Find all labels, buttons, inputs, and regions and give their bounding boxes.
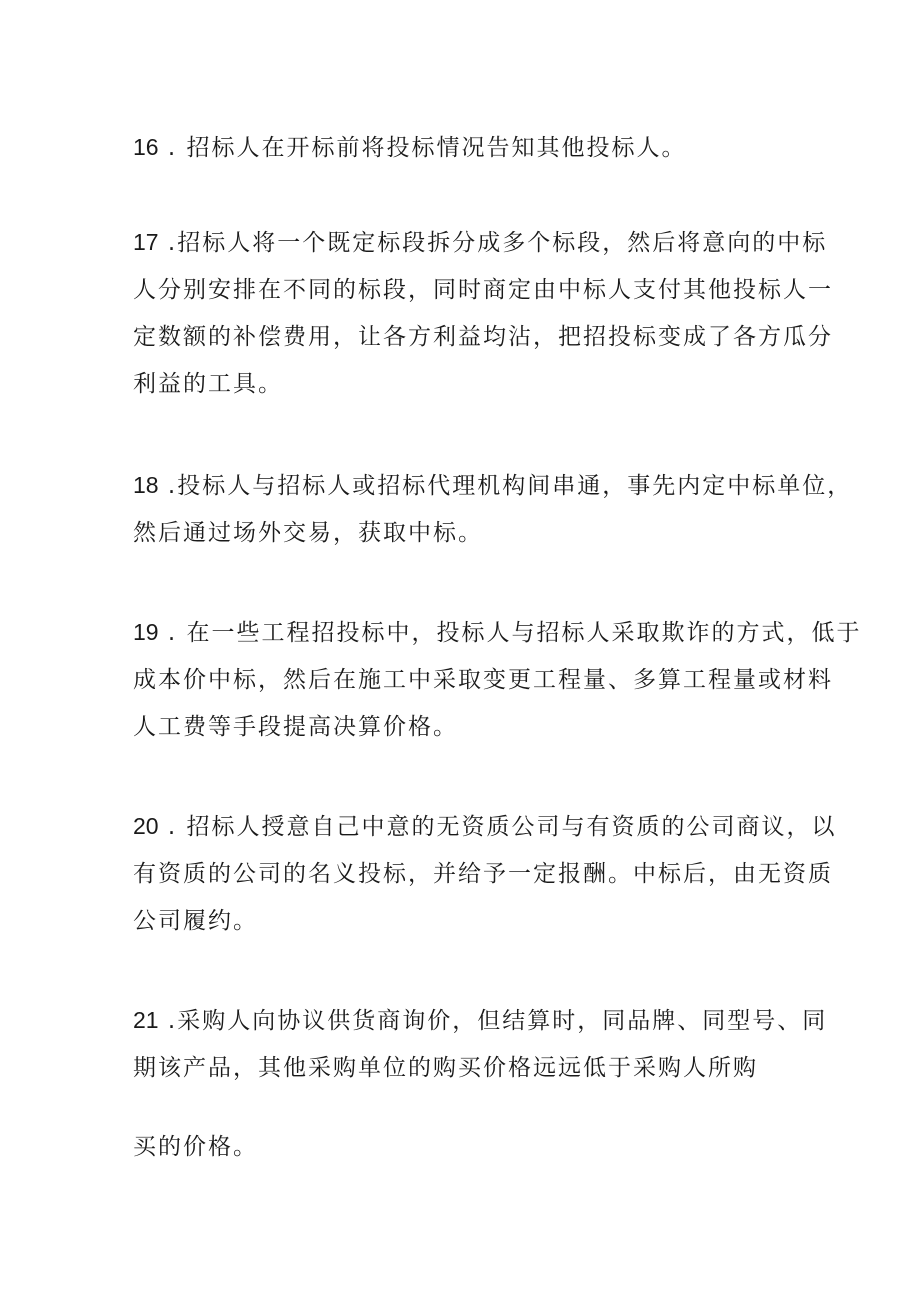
paragraph-17	[133, 219, 833, 408]
paragraph-line: 然后通过场外交易，获取中标。	[133, 520, 483, 546]
line-text: . 在一些工程招投标中，投标人与招标人采取欺诈的方式，低于	[158, 620, 862, 646]
paragraph-20	[133, 803, 837, 945]
paragraph-line: 期该产品，其他采购单位的购买价格远远低于采购人所购	[133, 1055, 758, 1081]
paragraph-18	[133, 462, 853, 557]
paragraph-16	[133, 124, 793, 172]
item-number: 18	[133, 472, 159, 498]
continuation-line: 买的价格。	[133, 1134, 258, 1160]
paragraph-19	[133, 609, 862, 751]
paragraph-line	[133, 609, 862, 657]
paragraph-21	[133, 997, 828, 1092]
paragraph-line	[133, 803, 837, 851]
paragraph-line: 定数额的补偿费用，让各方利益均沾，把招投标变成了各方瓜分	[133, 324, 833, 350]
paragraph-line	[133, 462, 853, 510]
item-number: 20	[133, 813, 159, 839]
line-text: .招标人将一个既定标段拆分成多个标段，然后将意向的中标	[158, 230, 828, 256]
item-number: 21	[133, 1007, 159, 1033]
line-text: . 招标人授意自己中意的无资质公司与有资质的公司商议，以	[158, 814, 837, 840]
paragraph-line: 利益的工具。	[133, 371, 283, 397]
paragraph-line: 人工费等手段提高决算价格。	[133, 714, 458, 740]
paragraph-line: 公司履约。	[133, 908, 258, 934]
paragraph-line	[133, 124, 793, 172]
item-number: 19	[133, 619, 159, 645]
paragraph-line	[133, 997, 828, 1045]
paragraph-line	[133, 219, 828, 267]
line-text: .采购人向协议供货商询价，但结算时，同品牌、同型号、同	[158, 1008, 828, 1034]
item-number: 17	[133, 229, 159, 255]
line-text: .投标人与招标人或招标代理机构间串通，事先内定中标单位，	[158, 473, 853, 499]
paragraph-line: 成本价中标，然后在施工中采取变更工程量、多算工程量或材料	[133, 667, 833, 693]
paragraph-line: 有资质的公司的名义投标，并给予一定报酬。中标后，由无资质	[133, 861, 833, 887]
paragraph-line: 人分别安排在不同的标段，同时商定由中标人支付其他投标人一	[133, 277, 833, 303]
line-text: . 招标人在开标前将投标情况告知其他投标人。	[158, 135, 687, 161]
item-number: 16	[133, 134, 159, 160]
